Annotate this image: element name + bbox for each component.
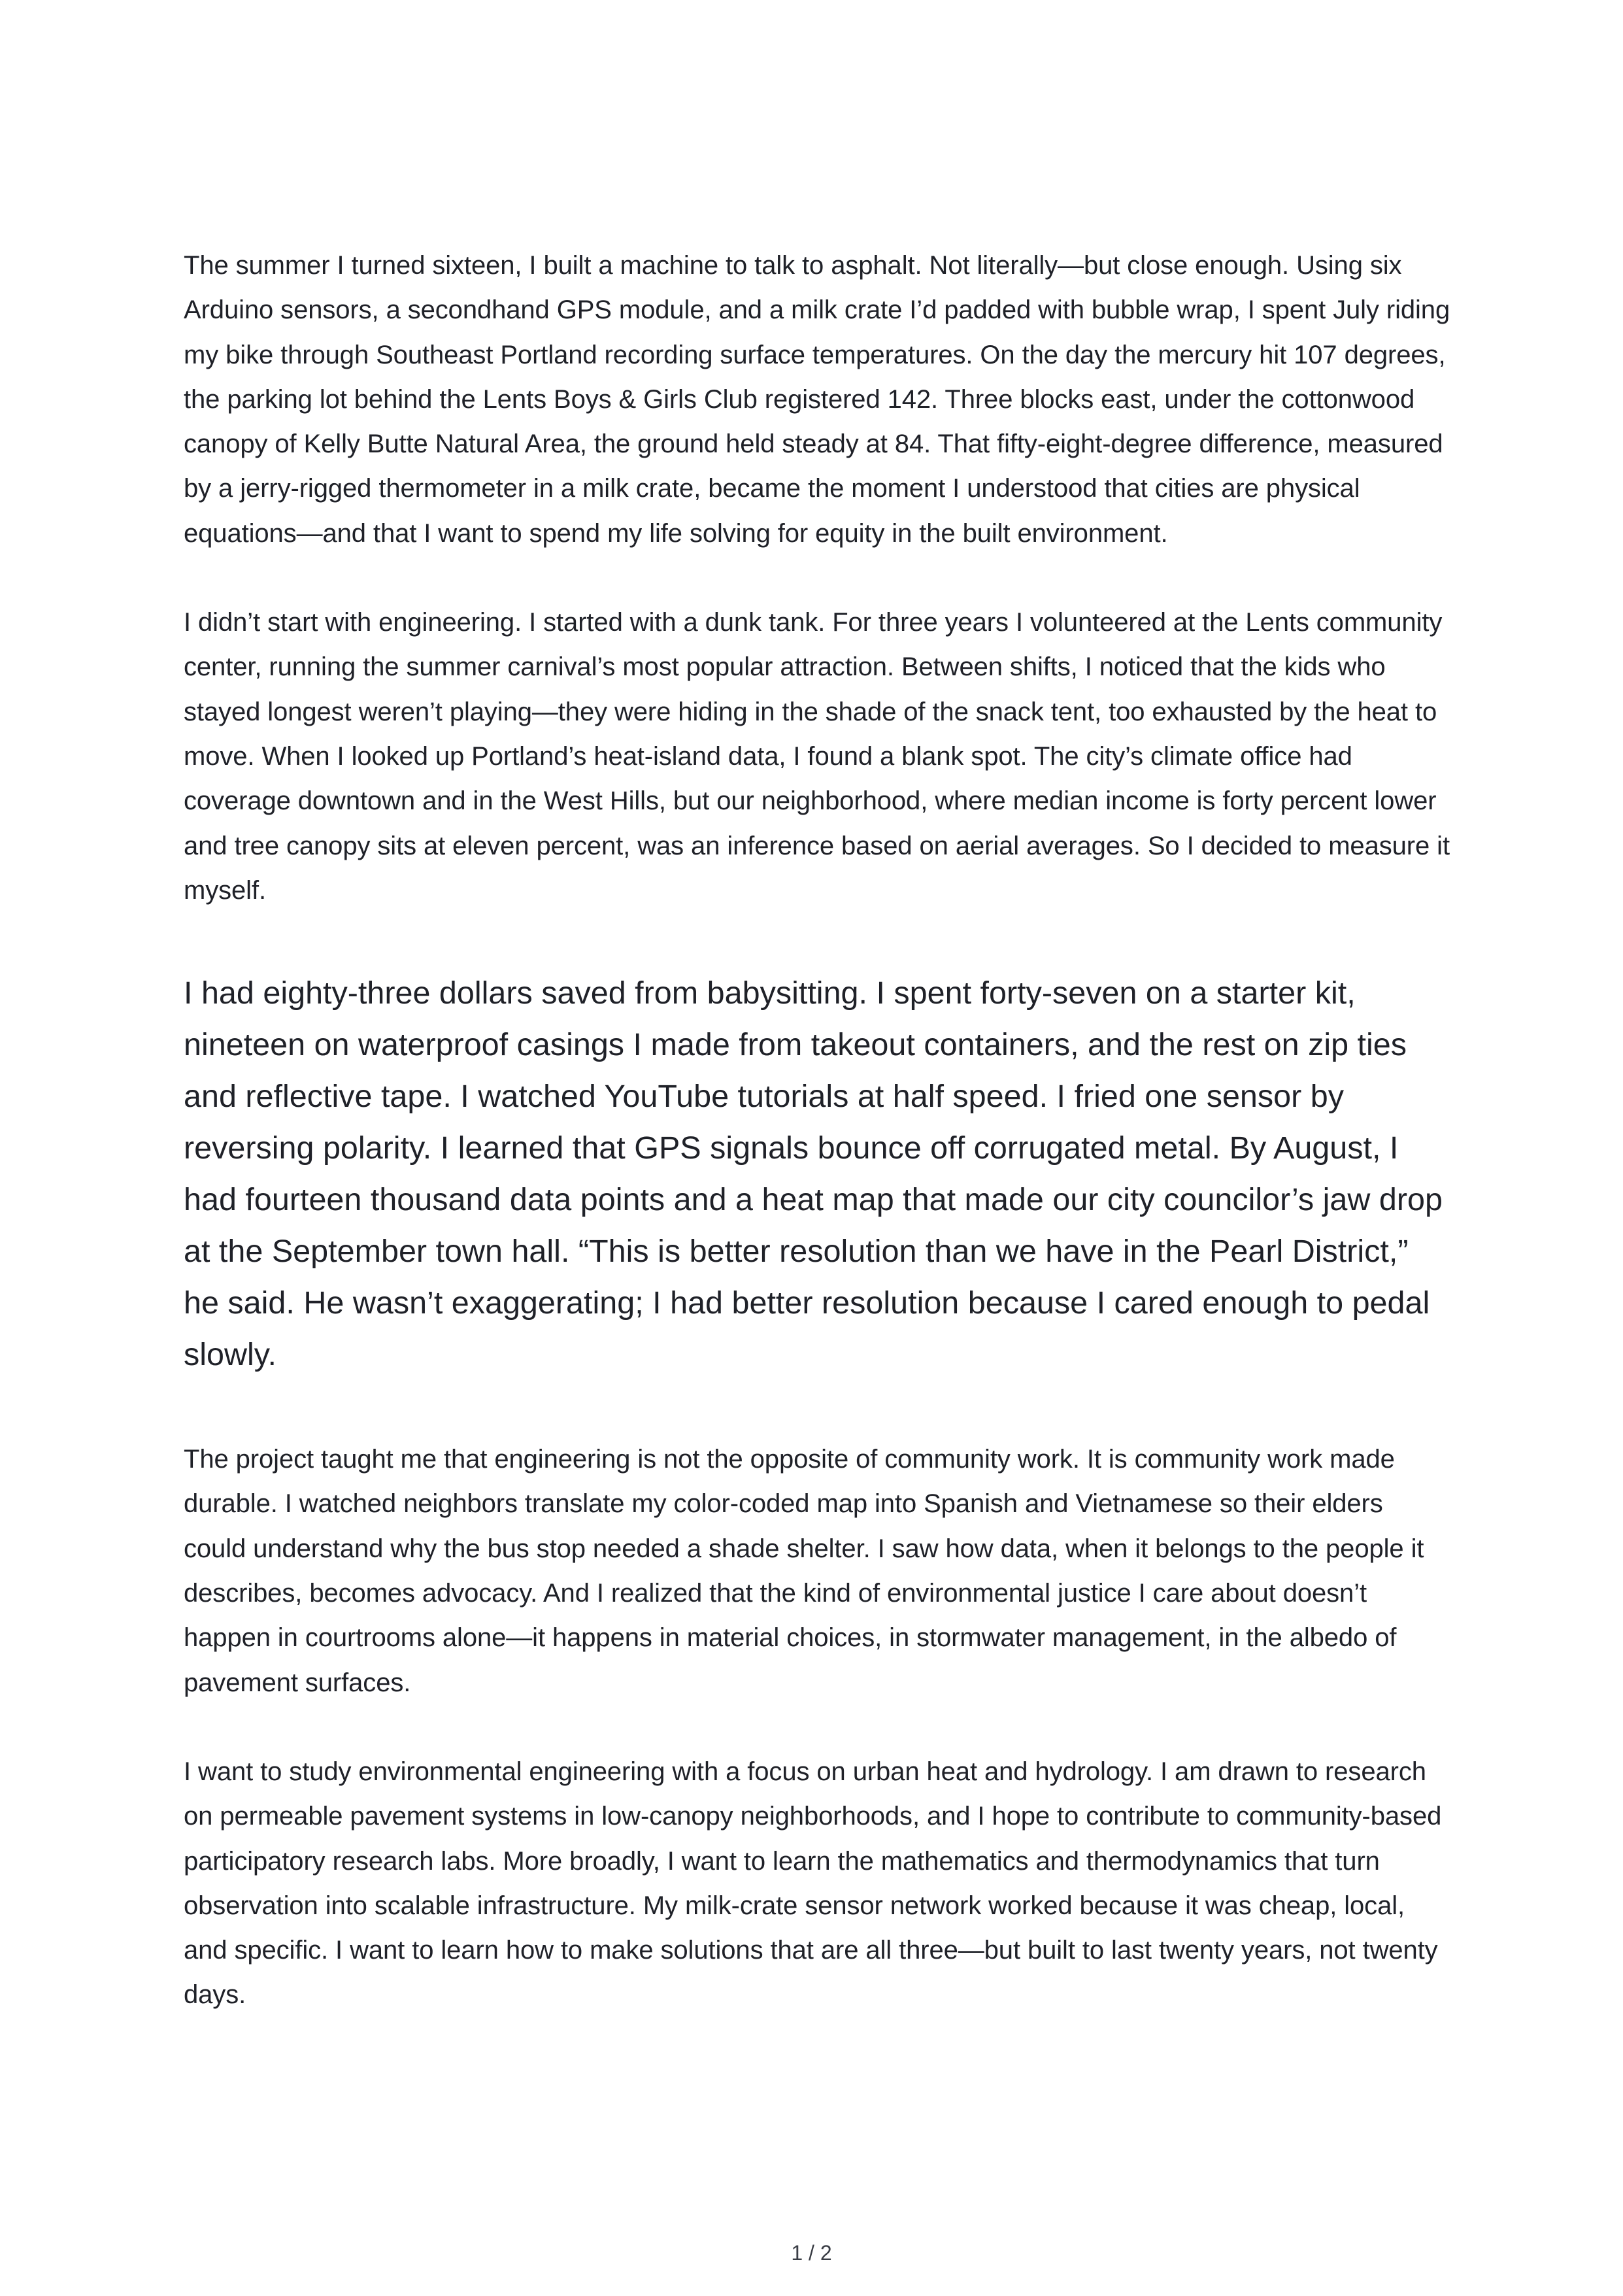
paragraph-5: I want to study environmental engineering with a focus on urban heat and hydrology. I am drawn to research on permeable pavement systems in low-canopy neighborhoods, and I hope to contribute to community-based participatory research labs. More broadly, I want to learn the mathematics and thermodynamics that turn observation into scalable infrastructure. My milk-crate sensor network worked because it was cheap, local, and specific. I want to learn how to make solutions that are all three—but built to last twenty years, not twenty days. <box>184 1757 1442 2010</box>
paragraph-1: The summer I turned sixteen, I built a machine to talk to asphalt. Not literally—but close enough. Using six Arduino sensors, a secondhand GPS module, and a milk crate I’d padded with bubble wrap, I spent July riding my bike through Southeast Portland recording surface temperatures. On the day the mercury hit 107 degrees, the parking lot behind the Lents Boys & Girls Club registered 142. Three blocks east, under the cottonwood canopy of Kelly Butte Natural Area, the ground held steady at 84. That fifty-eight-degree difference, measured by a jerry-rigged thermometer in a milk crate, became the moment I understood that cities are physical equations—and that I want to spend my life solving for equity in the built environment. <box>184 251 1450 548</box>
essay-body <box>184 243 1452 2017</box>
page-number: 1 / 2 <box>791 2241 832 2265</box>
paragraph-2: I didn’t start with engineering. I started with a dunk tank. For three years I volunteered at the Lents community center, running the summer carnival’s most popular attraction. Between shifts, I noticed that the kids who stayed longest weren’t playing—they were hiding in the shade of the snack tent, too exhausted by the heat to move. When I looked up Portland’s heat-island data, I found a blank spot. The city’s climate office had coverage downtown and in the West Hills, but our neighborhood, where median income is forty percent lower and tree canopy sits at eleven percent, was an inference based on aerial averages. So I decided to measure it myself. <box>184 608 1450 905</box>
paragraph-3: I had eighty-three dollars saved from babysitting. I spent forty-seven on a starter kit, nineteen on waterproof casings I made from takeout containers, and the rest on zip ties and reflective tape. I watched YouTube tutorials at half speed. I fried one sensor by reversing polarity. I learned that GPS signals bounce off corrugated metal. By August, I had fourteen thousand data points and a heat map that made our city councilor’s jaw drop at the September town hall. “This is better resolution than we have in the Pearl District,” he said. He wasn’t exaggerating; I had better resolution because I cared enough to pedal slowly. <box>184 975 1443 1373</box>
paragraph-4: The project taught me that engineering is not the opposite of community work. It is community work made durable. I watched neighbors translate my color-coded map into Spanish and Vietnamese so their elders could understand why the bus stop needed a shade shelter. I saw how data, when it belongs to the people it describes, becomes advocacy. And I realized that the kind of environmental justice I care about doesn’t happen in courtrooms alone—it happens in material choices, in stormwater management, in the albedo of pavement surfaces. <box>184 1445 1424 1697</box>
